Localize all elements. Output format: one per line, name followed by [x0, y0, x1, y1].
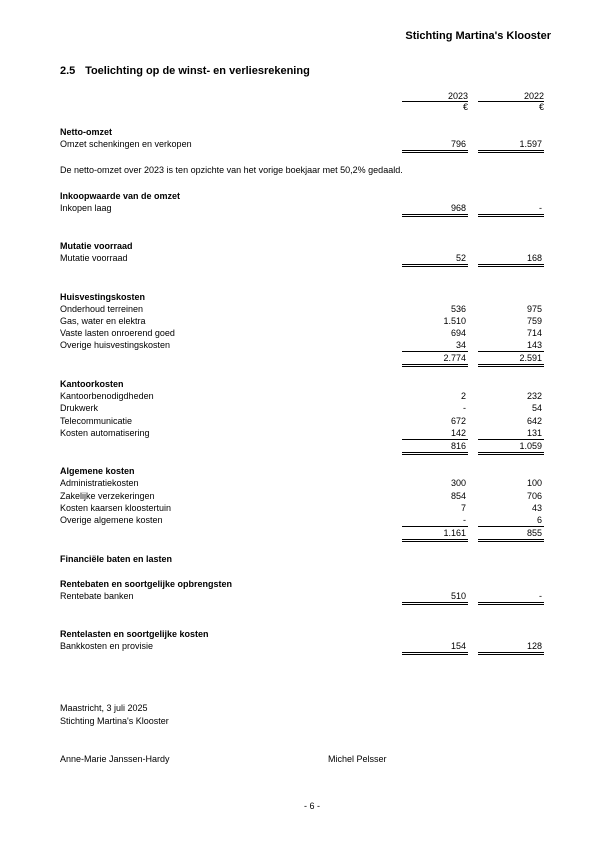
total-2022: 855	[526, 528, 542, 538]
rentelasten-title: Rentelasten en soortgelijke kosten	[60, 629, 209, 639]
section-heading	[60, 65, 310, 77]
value-2023: 154	[450, 641, 466, 651]
double-rule	[402, 604, 468, 605]
row-label: Onderhoud terreinen	[60, 304, 144, 314]
total-2023: 1.161	[443, 528, 466, 538]
value-2022: -	[539, 591, 542, 601]
section-title-financieel	[0, 553, 595, 565]
row-label: Drukwerk	[60, 403, 99, 413]
double-rule	[402, 452, 468, 453]
currency-2023: €	[462, 102, 468, 112]
huisvesting-title: Huisvestingskosten	[60, 292, 146, 302]
value-2023: -	[463, 515, 466, 525]
total-row	[0, 527, 595, 539]
double-rule	[478, 264, 544, 265]
double-rule	[402, 366, 468, 367]
double-rule	[478, 541, 544, 542]
mutatie-title: Mutatie voorraad	[60, 241, 133, 251]
double-rule	[478, 214, 544, 215]
table-row	[0, 477, 595, 489]
algemeen-title: Algemene kosten	[60, 466, 135, 476]
value-2023: 672	[450, 416, 466, 426]
single-rule	[478, 150, 544, 151]
signatory-2: Michel Pelsser	[328, 754, 387, 764]
value-2022: 706	[526, 491, 542, 501]
value-2022: 714	[526, 328, 542, 338]
value-2023: 968	[450, 203, 466, 213]
table-row	[0, 339, 595, 351]
value-2023: 796	[450, 139, 466, 149]
financieel-title: Financiële baten en lasten	[60, 554, 173, 564]
table-row	[0, 490, 595, 502]
value-2023: 300	[450, 478, 466, 488]
value-2022: 232	[526, 391, 542, 401]
section-title-huisvesting	[0, 291, 595, 303]
table-row	[0, 402, 595, 414]
table-row	[0, 202, 595, 214]
section-title-rentelasten	[0, 628, 595, 640]
total-2023: 2.774	[443, 353, 466, 363]
double-rule	[402, 214, 468, 215]
row-label: Omzet schenkingen en verkopen	[60, 139, 192, 149]
value-2022: 128	[526, 641, 542, 651]
row-label: Mutatie voorraad	[60, 253, 128, 263]
double-rule	[478, 216, 544, 217]
value-2022: 1.597	[519, 139, 542, 149]
table-row	[0, 303, 595, 315]
row-label: Telecommunicatie	[60, 416, 133, 426]
total-row	[0, 352, 595, 364]
netto-omzet-note: De netto-omzet over 2023 is ten opzichte van het vorige boekjaar met 50,2% gedaald.	[60, 165, 403, 175]
section-title-mutatie	[0, 240, 595, 252]
row-label: Vaste lasten onroerend goed	[60, 328, 175, 338]
table-row	[0, 415, 595, 427]
double-rule	[478, 266, 544, 267]
value-2023: -	[463, 403, 466, 413]
total-2022: 2.591	[519, 353, 542, 363]
section-title: Toelichting op de winst- en verliesrekening	[85, 65, 310, 77]
value-2023: 854	[450, 491, 466, 501]
single-rule	[478, 152, 544, 153]
double-rule	[478, 652, 544, 653]
table-row	[0, 427, 595, 439]
double-rule	[478, 452, 544, 453]
total-2022: 1.059	[519, 441, 542, 451]
double-rule	[478, 454, 544, 455]
double-rule	[402, 454, 468, 455]
row-label: Zakelijke verzekeringen	[60, 491, 155, 501]
value-2023: 2	[460, 391, 466, 401]
double-rule	[402, 654, 468, 655]
value-2022: 100	[526, 478, 542, 488]
row-label: Administratiekosten	[60, 478, 139, 488]
double-rule	[478, 602, 544, 603]
double-rule	[402, 266, 468, 267]
double-rule	[402, 216, 468, 217]
column-year-2022: 2022	[523, 91, 544, 101]
table-row	[0, 640, 595, 652]
netto-omzet-title: Netto-omzet	[60, 127, 112, 137]
value-2022: 642	[526, 416, 542, 426]
value-2023: 1.510	[443, 316, 466, 326]
table-row	[0, 590, 595, 602]
row-label: Bankkosten en provisie	[60, 641, 154, 651]
double-rule	[402, 602, 468, 603]
inkoop-title: Inkoopwaarde van de omzet	[60, 191, 181, 201]
section-title-algemeen	[0, 465, 595, 477]
table-row	[0, 502, 595, 514]
section-title-rentebaten	[0, 578, 595, 590]
table-row	[0, 327, 595, 339]
value-2023: 142	[450, 428, 466, 438]
value-2022: 6	[536, 515, 542, 525]
value-2022: 975	[526, 304, 542, 314]
value-2023: 510	[450, 591, 466, 601]
row-label: Inkopen laag	[60, 203, 112, 213]
value-2022: 43	[531, 503, 542, 513]
signatory-1: Anne-Marie Janssen-Hardy	[60, 754, 170, 764]
double-rule	[402, 264, 468, 265]
double-rule	[478, 604, 544, 605]
row-label: Overige algemene kosten	[60, 515, 163, 525]
page-number: - 6 -	[303, 801, 320, 811]
value-2022: 54	[531, 403, 542, 413]
double-rule	[402, 541, 468, 542]
row-label: Kosten kaarsen kloostertuin	[60, 503, 172, 513]
value-2022: 143	[526, 340, 542, 350]
value-2023: 694	[450, 328, 466, 338]
value-2022: -	[539, 203, 542, 213]
row-label: Overige huisvestingskosten	[60, 340, 171, 350]
table-row	[0, 390, 595, 402]
double-rule	[478, 364, 544, 365]
total-2023: 816	[450, 441, 466, 451]
value-2023: 34	[455, 340, 466, 350]
value-2022: 168	[526, 253, 542, 263]
section-number: 2.5	[60, 65, 76, 77]
section-title-kantoor	[0, 378, 595, 390]
double-rule	[478, 539, 544, 540]
row-label: Gas, water en elektra	[60, 316, 146, 326]
rentebaten-title: Rentebaten en soortgelijke opbrengsten	[60, 579, 233, 589]
double-rule	[478, 654, 544, 655]
organization-header: Stichting Martina's Klooster	[405, 30, 551, 42]
footer-organization: Stichting Martina's Klooster	[60, 716, 169, 726]
section-title-inkoop	[0, 190, 595, 202]
row-label: Rentebate banken	[60, 591, 134, 601]
double-rule	[478, 366, 544, 367]
double-rule	[402, 652, 468, 653]
place-date: Maastricht, 3 juli 2025	[60, 703, 148, 713]
table-row	[0, 315, 595, 327]
table-row	[0, 252, 595, 264]
table-row	[0, 138, 595, 150]
value-2022: 131	[526, 428, 542, 438]
row-label: Kosten automatisering	[60, 428, 150, 438]
kantoor-title: Kantoorkosten	[60, 379, 124, 389]
double-rule	[402, 539, 468, 540]
value-2023: 7	[460, 503, 466, 513]
value-2023: 536	[450, 304, 466, 314]
single-rule	[402, 152, 468, 153]
column-year-2023: 2023	[447, 91, 468, 101]
currency-2022: €	[538, 102, 544, 112]
row-label: Kantoorbenodigdheden	[60, 391, 154, 401]
table-row	[0, 514, 595, 526]
double-rule	[402, 364, 468, 365]
value-2022: 759	[526, 316, 542, 326]
total-row	[0, 440, 595, 452]
value-2023: 52	[455, 253, 466, 263]
section-title-netto-omzet	[0, 126, 595, 138]
single-rule	[402, 150, 468, 151]
